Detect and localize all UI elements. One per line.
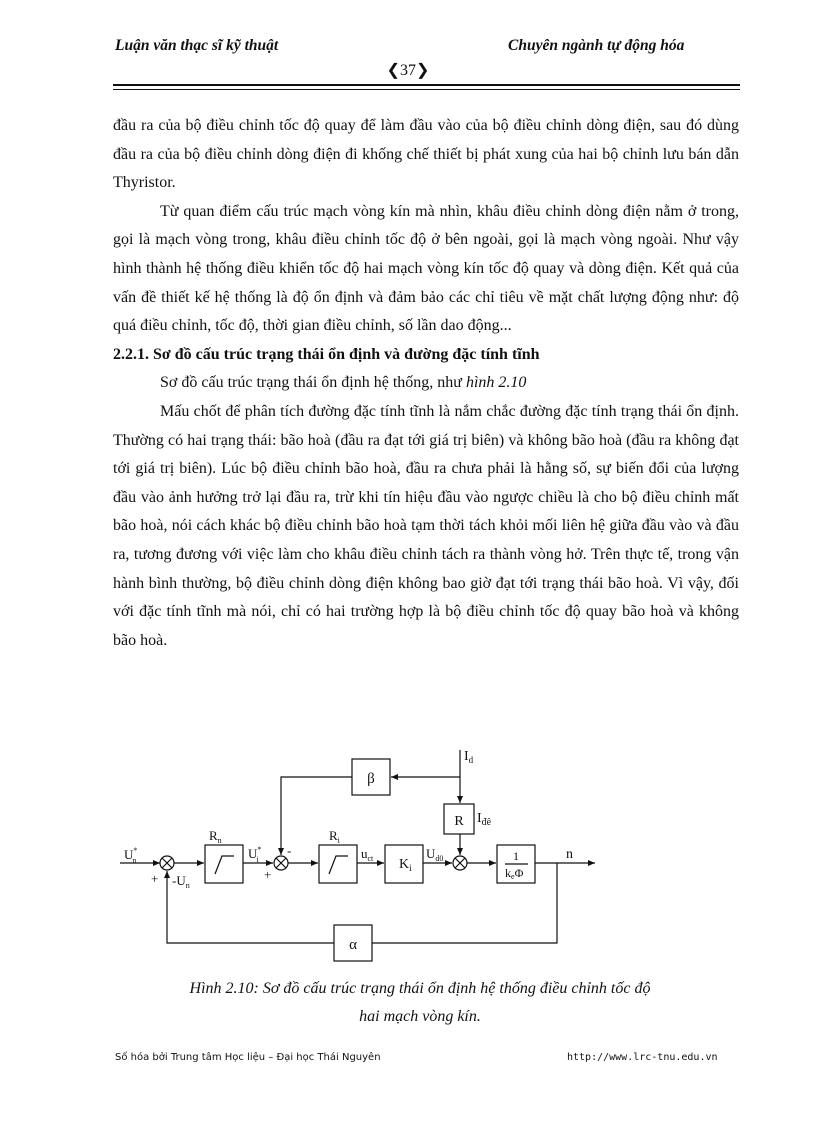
ide-label: $I_{đê}$ (477, 811, 492, 828)
r-block-label: R (454, 814, 464, 829)
speed-controller-saturation-curve (215, 856, 234, 874)
footer-url[interactable]: http://www.lrc-tnu.edu.vn (567, 1052, 718, 1063)
un-star-label: U* n (124, 846, 138, 865)
speed-feedback-left (167, 871, 334, 943)
current-controller-saturation-curve (329, 856, 348, 874)
output-n-label: n (566, 847, 573, 862)
paragraph-2: Từ quan điểm cấu trúc mạch vòng kín mà nhìn, khâu điều chỉnh dòng điện nằm ở trong, gọi là mạch vòng trong, khâu điều chỉnh tốc độ ở bên ngoài, gọi là mạch vòng ngoài. Như vậy hình thành hệ thống điều khiển tốc độ hai mạch vòng kín tốc độ quay và dòng điện. Kết quả của vấn đề thiết kế hệ thống là độ ổn định và đảm bảo các chỉ tiêu về mặt chất lượng động như: độ quá điều chỉnh, tốc độ, thời gian điều chỉnh, số lần dao động... (113, 202, 739, 335)
current-controller-block (319, 845, 357, 883)
figure-reference: hình 2.10 (465, 374, 527, 392)
sum1-plus-sign: + (151, 871, 159, 886)
sum2-minus-sign: - (287, 843, 292, 858)
speed-controller-block (205, 845, 243, 883)
speed-feedback-right (372, 863, 557, 943)
rn-label: $R_n$ (209, 828, 222, 845)
ui-star-label: U* i (248, 845, 262, 864)
paragraph-4: Mấu chốt để phân tích đường đặc tính tĩnh là nắm chắc đường đặc tính trạng thái ổn định. Thường có hai trạng thái: bão hoà (đầu ra đạt tới giá trị biên) và không bão hoà (đầu ra không đạt tới giá trị biên). Lúc bộ điều chỉnh bão hoà, đầu ra chưa phải là hằng số, sự biến đổi của lượng đầu vào ảnh hưởng trở lại đầu ra, trừ khi tín hiệu đầu vào ngược chiều là cho bộ điều chỉnh mất bão hoà, nói cách khác bộ điều chỉnh bão hoà tạm thời tách khỏi mối liên hệ giữa đầu vào và đầu ra, tương đương với việc làm cho khâu điều chỉnh tách ra thành vòng hở. Trên thực tế, trong vận hành bình thường, bộ điều chỉnh dòng điện không bao giờ đạt tới trạng thái bão hoà. Vì vậy, đối với đặc tính tĩnh mà nói, chỉ có hai trường hợp là bộ điều chỉnh tốc độ quay bão hoà và không bão hoà. (113, 402, 739, 649)
caption-line-2: hai mạch vòng kín. (359, 1008, 481, 1025)
header-major: Chuyên ngành tự động hóa (508, 37, 685, 54)
footer-publisher: Số hóa bởi Trung tâm Học liệu – Đại học Thái Nguyên (115, 1052, 381, 1063)
uct-label: $u_{ct}$ (361, 846, 374, 863)
paragraph-1: đầu ra của bộ điều chỉnh tốc độ quay để làm đầu vào của bộ điều chỉnh dòng điện, sau đó dùng đầu ra của bộ điều chỉnh dòng điện đi khống chế thiết bị phát xung của hai bộ chỉnh lưu bán dẫn Thyristor. (113, 117, 739, 192)
header-thesis-title: Luận văn thạc sĩ kỹ thuật (115, 37, 279, 54)
section-heading: 2.2.1. Sơ đồ cấu trúc trạng thái ổn định và đường đặc tính tĩnh (113, 345, 540, 363)
paragraph-3-text: Sơ đồ cấu trúc trạng thái ổn định hệ thống, như (160, 374, 466, 392)
ki-label: $K_i$ (399, 857, 412, 873)
ud0-label: $U_{d0}$ (426, 846, 444, 863)
page-number-value: 37 (400, 62, 416, 79)
alpha-label: α (349, 937, 357, 953)
beta-label: β (367, 771, 375, 787)
minus-un-label: $-U_n$ (172, 873, 190, 890)
page-number: ❮37❯ (386, 62, 430, 79)
figure-caption (140, 975, 700, 1031)
id-label: $I_d$ (464, 749, 474, 765)
caption-line-1: Hình 2.10: Sơ đồ cấu trúc trạng thái ổn định hệ thống điều chỉnh tốc độ (189, 980, 651, 997)
plant-numerator: 1 (513, 849, 519, 863)
ri-label: $R_i$ (329, 828, 340, 845)
sum2-plus-sign: + (264, 867, 272, 882)
plant-denominator: keΦ (505, 866, 524, 881)
beta-to-sum2 (281, 777, 352, 855)
